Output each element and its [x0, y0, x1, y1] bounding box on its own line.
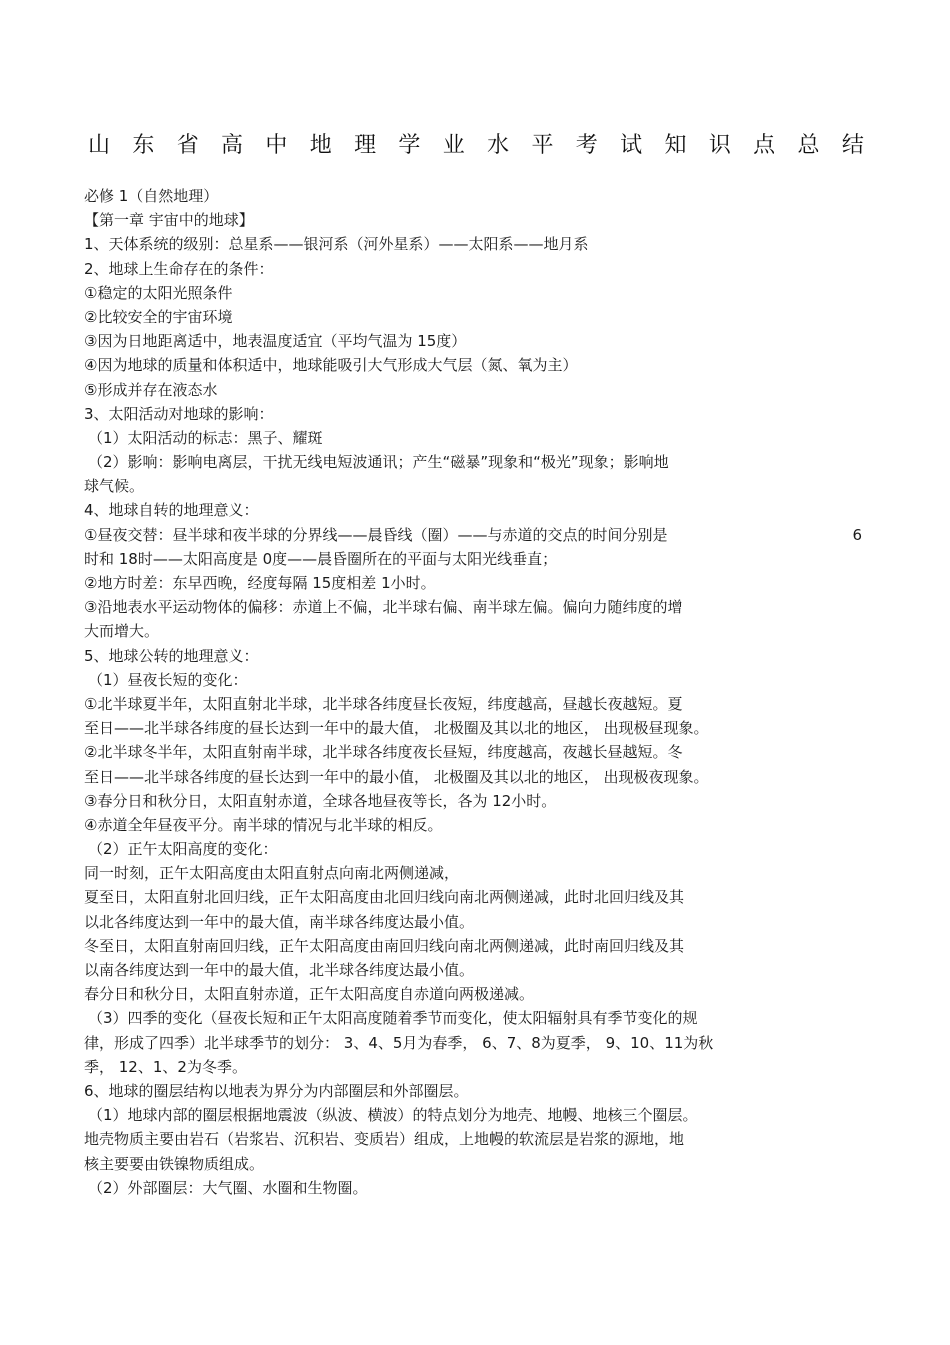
title-char: 高: [221, 132, 244, 158]
title-char: 地: [309, 132, 332, 158]
text-line: 时和 18时——太阳高度是 0度——晨昏圈所在的平面与太阳光线垂直；: [84, 549, 558, 568]
text-line: 季， 12、1、2为冬季。: [84, 1057, 247, 1076]
document-body: [84, 184, 874, 1200]
text-line: ②比较安全的宇宙环境: [84, 307, 233, 326]
title-char: 理: [354, 132, 377, 158]
title-char: 中: [265, 132, 288, 158]
text-line: 至日——北半球各纬度的昼长达到一年中的最小值， 北极圈及其以北的地区， 出现极夜现象。: [84, 767, 709, 786]
title-char: 水: [487, 132, 510, 158]
text-line: 至日——北半球各纬度的昼长达到一年中的最大值， 北极圈及其以北的地区， 出现极昼现象。: [84, 719, 709, 738]
text-line: 3、太阳活动对地球的影响：: [84, 404, 274, 423]
text-line: ①北半球夏半年，太阳直射北半球，北半球各纬度昼长夜短，纬度越高，昼越长夜越短。夏: [84, 694, 683, 713]
title-char: 试: [620, 132, 643, 158]
text-line: （3）四季的变化（昼夜长短和正午太阳高度随着季节而变化，使太阳辐射具有季节变化的规: [88, 1009, 698, 1028]
text-line: 1、天体系统的级别：总星系——银河系（河外星系）——太阳系——地月系: [84, 235, 589, 254]
title-char: 省: [176, 132, 199, 158]
text-line: ⑤形成并存在液态水: [84, 380, 218, 399]
text-line: 地壳物质主要由岩石（岩浆岩、沉积岩、变质岩）组成，上地幔的软流层是岩浆的源地，地: [84, 1130, 685, 1149]
text-line: （1）昼夜长短的变化：: [88, 670, 248, 689]
text-line: 必修 1（自然地理）: [84, 187, 219, 205]
text-line: 5、地球公转的地理意义：: [84, 646, 259, 665]
text-line: 球气候。: [84, 477, 145, 496]
document-title: [88, 128, 864, 158]
title-char: 总: [797, 132, 820, 158]
title-char: 东: [132, 132, 155, 158]
title-char: 点: [753, 132, 776, 158]
text-line: 4、地球自转的地理意义：: [84, 501, 259, 520]
text-line: 6、地球的圈层结构以地表为界分为内部圈层和外部圈层。: [84, 1081, 469, 1100]
text-line: 同一时刻，正午太阳高度由太阳直射点向南北两侧递减，: [84, 864, 460, 883]
chapter-heading: 【第一章 宇宙中的地球】: [84, 211, 254, 230]
text-line: ③沿地表水平运动物体的偏移：赤道上不偏，北半球右偏、南半球左偏。偏向力随纬度的增: [84, 598, 683, 617]
text-line: ③春分日和秋分日，太阳直射赤道，全球各地昼夜等长，各为 12小时。: [84, 791, 557, 810]
title-char: 考: [575, 132, 598, 158]
text-line: （2）正午太阳高度的变化：: [88, 840, 278, 859]
text-line-main: ①昼夜交替：昼半球和夜半球的分界线——晨昏线（圈）——与赤道的交点的时间分别是: [84, 525, 668, 544]
text-line: [84, 523, 874, 547]
title-char: 业: [442, 132, 465, 158]
text-line: 2、地球上生命存在的条件：: [84, 259, 274, 278]
text-line: 冬至日，太阳直射南回归线，正午太阳高度由南回归线向南北两侧递减，此时南回归线及其: [84, 936, 685, 955]
title-char: 识: [708, 132, 731, 158]
title-char: 知: [664, 132, 687, 158]
text-line: 以北各纬度达到一年中的最大值，南半球各纬度达最小值。: [84, 912, 475, 931]
text-line: 夏至日，太阳直射北回归线，正午太阳高度由北回归线向南北两侧递减，此时北回归线及其: [84, 888, 685, 907]
text-line: ④赤道全年昼夜平分。南半球的情况与北半球的相反。: [84, 815, 443, 834]
text-line: ②北半球冬半年，太阳直射南半球，北半球各纬度夜长昼短，纬度越高，夜越长昼越短。冬: [84, 743, 683, 762]
text-line: 律，形成了四季）北半球季节的划分： 3、4、5月为春季， 6、7、8为夏季， 9、10、11为秋: [84, 1033, 714, 1052]
text-line: ①稳定的太阳光照条件: [84, 283, 233, 302]
text-line: 大而增大。: [84, 622, 160, 641]
text-line: ③因为日地距离适中，地表温度适宜（平均气温为 15度）: [84, 332, 467, 351]
text-line: （2）影响：影响电离层，干扰无线电短波通讯；产生“磁暴”现象和“极光”现象；影响地: [88, 453, 669, 472]
text-line: （1）地球内部的圈层根据地震波（纵波、横波）的特点划分为地壳、地幔、地核三个圈层。: [88, 1106, 698, 1125]
title-char: 结: [841, 132, 864, 158]
text-line: 以南各纬度达到一年中的最大值，北半球各纬度达最小值。: [84, 961, 475, 979]
title-char: 平: [531, 132, 554, 158]
text-line-trailing: 6: [852, 525, 862, 544]
text-line: 核主要要由铁镍物质组成。: [84, 1154, 265, 1173]
text-line: 春分日和秋分日，太阳直射赤道，正午太阳高度自赤道向两极递减。: [84, 985, 535, 1004]
text-line: （1）太阳活动的标志：黑子、耀斑: [88, 428, 323, 447]
text-line: （2）外部圈层：大气圈、水圈和生物圈。: [88, 1178, 368, 1197]
text-line: ②地方时差：东早西晚，经度每隔 15度相差 1小时。: [84, 574, 436, 592]
title-char: 学: [398, 132, 421, 158]
title-char: 山: [88, 132, 111, 158]
text-line: ④因为地球的质量和体积适中，地球能吸引大气形成大气层（氮、氧为主）: [84, 356, 578, 375]
